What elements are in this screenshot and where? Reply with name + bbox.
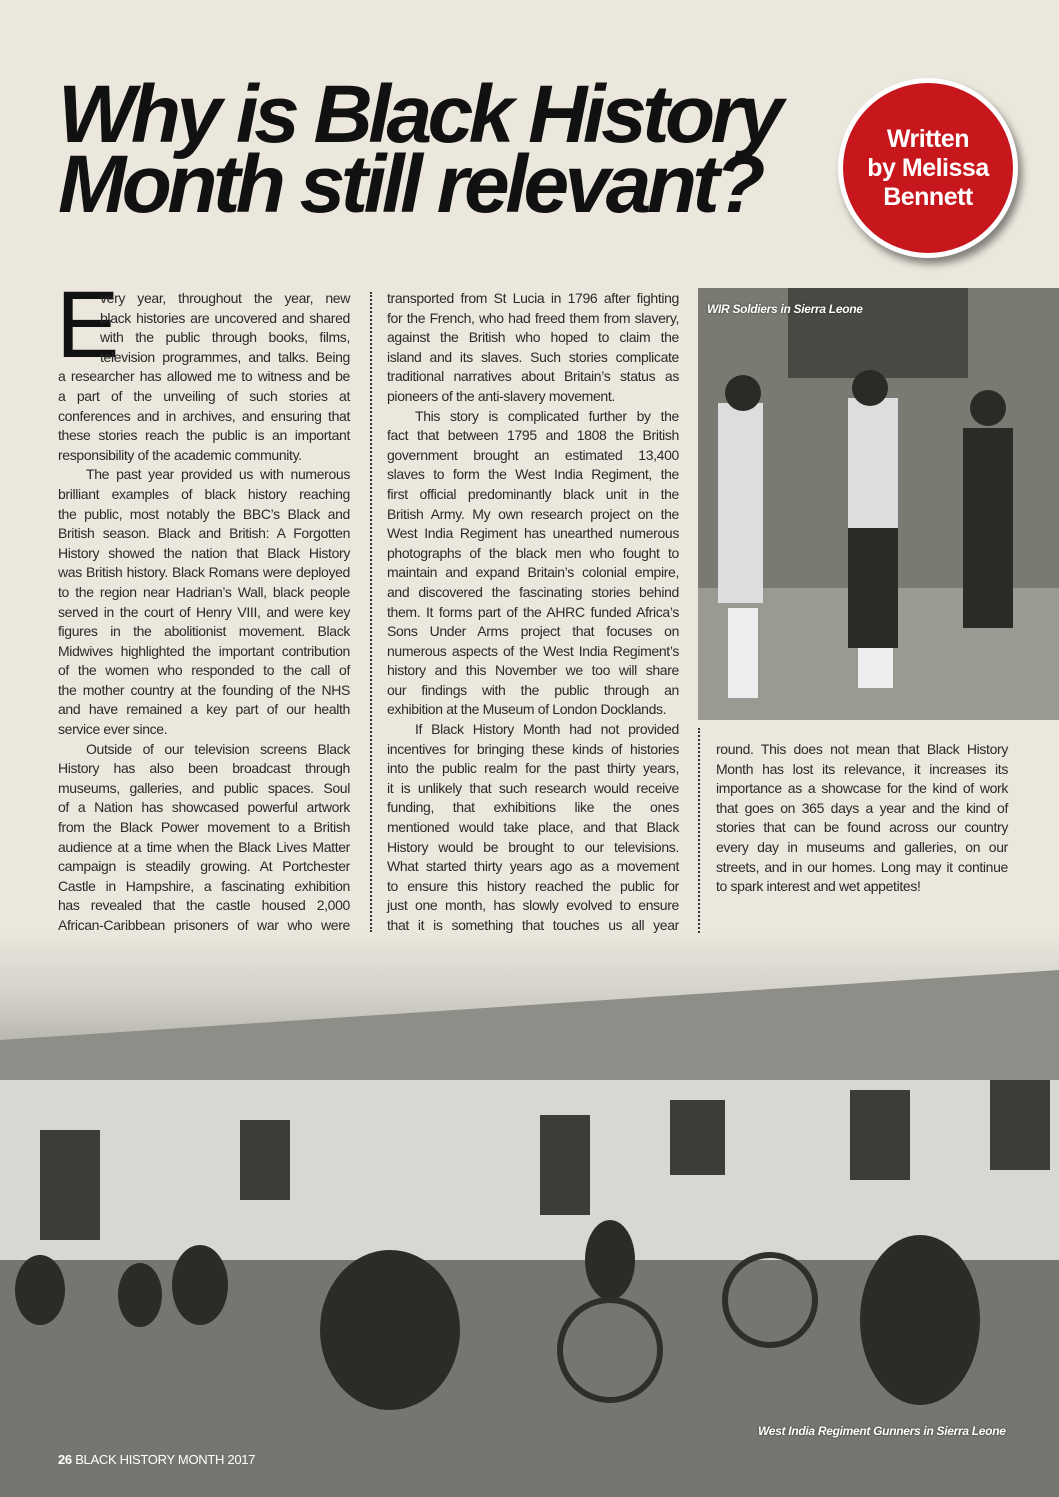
text-line: Midwives highlighted the important contribution	[58, 642, 350, 659]
text-line: of a Nation has showcased powerful artwork	[58, 799, 350, 816]
text-line: to spark interest and wet appetites!	[716, 878, 921, 895]
page-footer	[58, 1452, 255, 1467]
photo-wir-gunners	[0, 930, 1059, 1497]
text-line: for the French, who had freed them from slavery,	[387, 309, 679, 326]
text-line: African-Caribbean prisoners of war who were	[58, 917, 350, 933]
text-line: traditional narratives about Britain’s status as	[387, 368, 679, 385]
text-line: from the Black Power movement to a British	[58, 819, 350, 836]
text-line: our findings with the public through an	[387, 681, 679, 698]
text-line: just one month, has slowly evolved to ensure	[387, 897, 679, 914]
top-photo-caption: WIR Soldiers in Sierra Leone	[707, 302, 863, 316]
headline-line-1: Why is Black History	[58, 69, 780, 160]
text-line: West India Regiment has unearthed numerous	[387, 525, 679, 542]
text-line: them. It forms part of the AHRC funded Africa’s	[387, 603, 679, 620]
photo-wir-gunners-illustration	[0, 930, 1059, 1497]
text-line: responsibility of the academic community.	[58, 446, 302, 463]
text-line: incentives for bringing these kinds of histories	[387, 740, 679, 757]
text-line: brilliant examples of black history reaching	[58, 485, 350, 502]
text-line: and discovered the fascinating stories behind	[387, 583, 679, 600]
article-column-2	[387, 289, 679, 936]
byline-line-3: Bennett	[883, 182, 973, 211]
byline-line-1: Written	[886, 124, 970, 153]
text-line: to ensure this history reached the public for	[387, 877, 679, 894]
text-line: served in the court of Henry VIII, and were key	[58, 603, 350, 620]
text-line: to the region near Hadrian’s Wall, black people	[58, 583, 350, 600]
text-line: exhibition at the Museum of London Docklands.	[387, 701, 667, 718]
author-badge	[838, 78, 1018, 258]
text-line: This story is complicated further by the	[415, 407, 679, 424]
text-line: round. This does not mean that Black History	[716, 741, 1008, 757]
text-line: the mother country at the founding of the NHS	[58, 681, 350, 698]
text-line: photographs of the black men who fought to	[387, 544, 679, 561]
column-divider	[698, 728, 700, 933]
text-line: figures in the abolitionist movement. Black	[58, 623, 350, 640]
text-line: into the public realm for the past thirty years,	[387, 760, 679, 777]
text-line: transported from St Lucia in 1796 after fighting	[387, 290, 679, 306]
text-line: history and this November we too will share	[387, 662, 679, 679]
text-line: a part of the unveiling of such stories at	[58, 387, 350, 404]
text-line: pioneers of the anti-slavery movement.	[387, 387, 615, 404]
article-column-3	[716, 740, 1008, 897]
text-line: streets, and in our homes. Long may it continue	[716, 858, 1008, 875]
text-line: What started thirty years ago as a movement	[387, 858, 679, 875]
drop-cap: E	[56, 272, 120, 378]
publication-name: BLACK HISTORY MONTH 2017	[75, 1452, 256, 1467]
text-line: British season. Black and British: A Forgotten	[58, 525, 350, 542]
text-line: Month has lost its relevance, it increases its	[716, 760, 1008, 777]
byline-line-2: by Melissa	[867, 153, 989, 182]
text-line: mentioned would take place, and that Black	[387, 819, 679, 836]
text-line: against the British who hoped to claim the	[387, 329, 679, 346]
text-line: campaign is steadily growing. At Portchester	[58, 858, 350, 875]
text-line: audience at a time when the Black Lives Matter	[58, 838, 350, 855]
column-divider	[370, 292, 372, 932]
text-line: that it is something that touches us all year	[387, 917, 679, 933]
text-line: black histories are uncovered and shared	[100, 309, 350, 326]
page-number: 26	[58, 1452, 72, 1467]
text-line: The past year provided us with numerous	[86, 466, 350, 483]
text-line: History showed the nation that Black History	[58, 544, 350, 561]
text-line: maintain and expand Britain’s colonial empire,	[387, 564, 679, 581]
text-line: service ever since.	[58, 721, 168, 738]
photo-wir-soldiers	[698, 288, 1059, 720]
text-line: Castle in Hampshire, a fascinating exhibition	[58, 877, 350, 894]
text-line: was British history. Black Romans were deployed	[58, 564, 350, 581]
text-line: Outside of our television screens Black	[86, 740, 350, 757]
text-line: conferences and in archives, and ensuring that	[58, 407, 350, 424]
text-line: History would be brought to our televisions.	[387, 838, 679, 855]
text-line: with the public through books, films,	[100, 329, 350, 346]
text-line: museums, galleries, and public spaces. Soul	[58, 779, 350, 796]
text-line: If Black History Month had not provided	[415, 721, 679, 738]
text-line: a researcher has allowed me to witness and be	[58, 368, 350, 385]
text-line: television programmes, and talks. Being	[100, 348, 350, 365]
text-line: funding, that exhibitions like the ones	[387, 799, 679, 816]
photo-wir-soldiers-illustration	[698, 288, 1059, 720]
headline-line-2: Month still relevant?	[58, 139, 761, 230]
bottom-photo-caption: West India Regiment Gunners in Sierra Leone	[758, 1424, 1006, 1438]
text-line: stories that can be found across our country	[716, 819, 1008, 836]
text-line: History has also been broadcast through	[58, 760, 350, 777]
text-line: has revealed that the castle housed 2,000	[58, 897, 350, 914]
text-line: the public, most notably the BBC’s Black and	[58, 505, 350, 522]
article-column-1	[58, 289, 350, 936]
text-line: government brought an estimated 13,400	[387, 446, 679, 463]
text-line: first official predominantly black unit in the	[387, 485, 679, 502]
text-line: slaves to form the West India Regiment, the	[387, 466, 679, 483]
text-line: very year, throughout the year, new	[100, 290, 350, 306]
text-line: importance as a showcase for the kind of work	[716, 780, 1008, 797]
headline	[58, 69, 780, 230]
text-line: island and its slaves. Such stories complicate	[387, 348, 679, 365]
text-line: these stories reach the public is an important	[58, 427, 350, 444]
text-line: every day in museums and galleries, on our	[716, 838, 1008, 855]
text-line: and have remained a key part of our health	[58, 701, 350, 718]
text-line: that goes on 365 days a year and the kind of	[716, 799, 1008, 816]
text-line: of the women who responded to the call of	[58, 662, 350, 679]
text-line: numerous aspects of the West India Regiment’s	[387, 642, 679, 659]
text-line: Sons Under Arms project that focuses on	[387, 623, 679, 640]
text-line: British Army. My own research project on the	[387, 505, 679, 522]
text-line: fact that between 1795 and 1808 the British	[387, 427, 679, 444]
text-line: it is unlikely that such research would receive	[387, 779, 679, 796]
